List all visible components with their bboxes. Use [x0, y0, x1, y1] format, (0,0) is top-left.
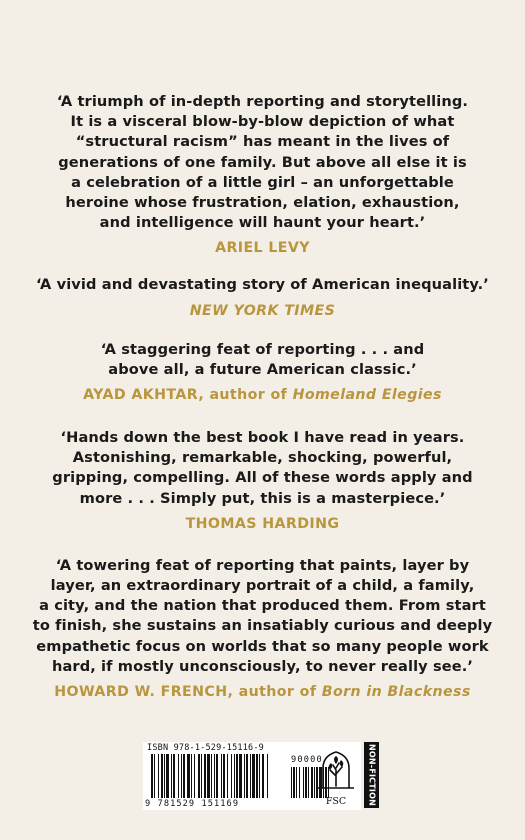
genre-tag	[364, 742, 379, 808]
blurb-ayad-akhtar	[0, 340, 525, 405]
blurb-attribution	[0, 682, 525, 702]
blurb-quote: ‘A staggering feat of reporting . . . and above all, a future American classic.’	[100, 340, 425, 378]
blurb-attribution	[0, 238, 525, 258]
blurb-quote: ‘A vivid and devastating story of American inequality.’	[36, 276, 489, 294]
attribution-name: ARIEL LEVY	[215, 240, 310, 257]
blurb-ariel-levy	[0, 92, 525, 258]
barcode-addon-digits: 90000	[291, 755, 323, 765]
isbn-label: ISBN 978-1-529-15116-9	[147, 743, 264, 753]
blurb-attribution	[0, 385, 525, 405]
attribution-title: NEW YORK TIMES	[189, 302, 336, 319]
blurb-thomas-harding	[0, 428, 525, 534]
blurb-list	[0, 92, 525, 718]
fsc-logo	[314, 746, 358, 808]
blurb-attribution	[0, 301, 525, 321]
genre-label: NON-FICTION	[367, 744, 376, 806]
blurb-attribution	[0, 514, 525, 534]
attribution-name: THOMAS HARDING	[185, 515, 340, 532]
blurb-quote: ‘A triumph of in-depth reporting and storytelling. It is a visceral blow-by-blow depiction of what “structural racism” has meant in the lives of generations of one family. But above all else it is a celebration of a little girl – an unforgettable heroine whose frustration, elation, exhaustion, and intelligence will haunt your heart.’	[56, 93, 469, 232]
blurb-quote: ‘Hands down the best book I have read in years. Astonishing, remarkable, shocking, powerful, gripping, compelling. All of these words apply and more . . . Simply put, this is a masterpiece.’	[52, 429, 473, 507]
blurb-quote: ‘A towering feat of reporting that paints, layer by layer, an extraordinary portrait of a child, a family, a city, and the nation that produced them. From start to finish, she sustains an insatiably curious and deeply empathetic focus on worlds that so many people work hard, if mostly unconsciously, to never really see.’	[32, 556, 493, 675]
barcode-digits: 9 781529 151169	[145, 799, 240, 809]
attribution-title: Homeland Elegies	[292, 387, 442, 404]
blurb-howard-french	[0, 556, 525, 702]
attribution-name: AYAD AKHTAR, author of	[83, 387, 293, 404]
attribution-title: Born in Blackness	[321, 684, 471, 701]
fsc-label: FSC	[325, 796, 347, 807]
attribution-name: HOWARD W. FRENCH, author of	[54, 684, 322, 701]
fsc-tree-icon	[314, 746, 358, 796]
blurb-new-york-times	[0, 275, 525, 320]
